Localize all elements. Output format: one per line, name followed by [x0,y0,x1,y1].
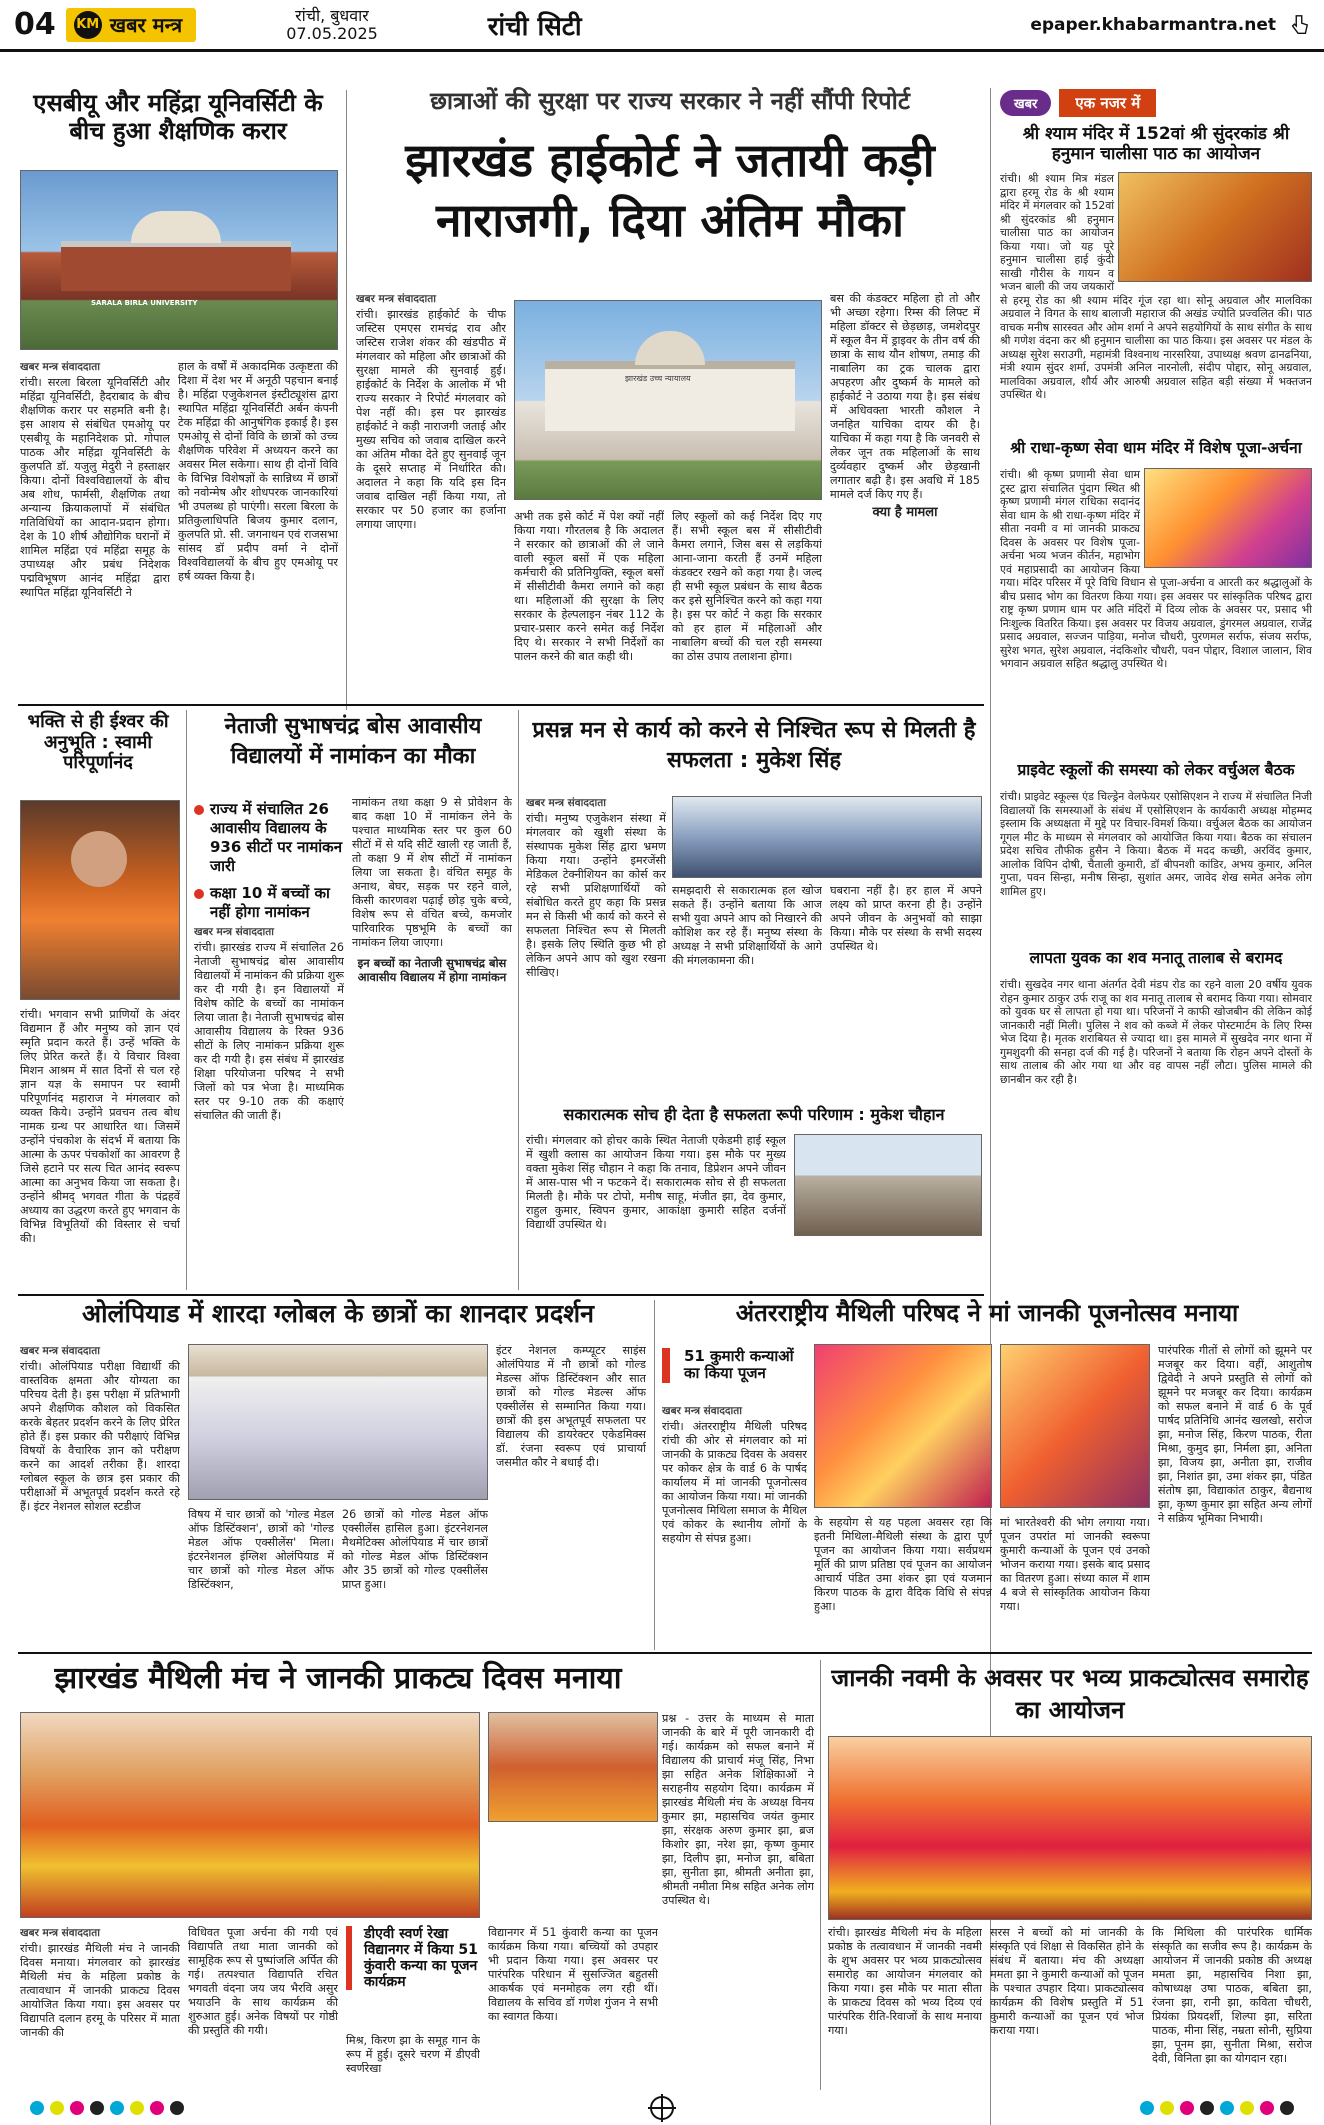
issue-date: 07.05.2025 [286,23,378,43]
row-rule-2 [18,1294,984,1296]
photo-olympiad-group [188,1344,488,1500]
headline-shyam: श्री श्याम मंदिर में 152वां श्री सुंदरकांड श्री हनुमान चालीसा पाठ का आयोजन [1022,124,1290,164]
subhead-hc: क्या है मामला [872,505,938,520]
headline-janaki-navami: जानकी नवमी के अवसर पर भव्य प्राकट्योत्सव समारोह का आयोजन [831,1664,1309,1724]
row-rule-1 [18,704,984,706]
column-divider [820,1660,821,2090]
body-jn-text1: रांची। झारखंड मैथिली मंच के महिला प्रकोष्ठ के तत्वावधान में जानकी नवमी के शुभ अवसर पर भव्य प्राकट्योत्सव समारोह का आयोजन मंगलवार को किया गया। इस मौके पर माता सीता के प्राकट्य दिवस को भव्य दिव्य एवं पारंपरिक रीति-रिवाजों के साथ मनाया गया। [828,1926,982,2037]
subhead-jm-dav: डीएवी स्वर्ण रेखा विद्यानगर में किया 51 कुंवारी कन्या का पूजन कार्यक्रम [346,1926,480,1990]
registration-dot [1140,2101,1154,2115]
body-bhakti [20,1008,180,1288]
photo-janaki-navami [828,1736,1312,1920]
body-olympiad-text3: 26 छात्रों को गोल्ड मेडल ऑफ एक्सीलेंस हासिल हुआ। इंटरनेशनल मैथमेटिक्स ओलंपियाड में चार छात्रों को गोल्ड मेडल ऑफ डिस्टिंक्शन और 35 छात्रों को गोल्ड एक्सीलेंस प्राप्त हुआ। [342,1508,488,1591]
registration-dot [1200,2101,1214,2115]
registration-dot [1180,2101,1194,2115]
body-mukesh-col3 [830,884,982,1096]
headline-chauhan: सकारात्मक सोच ही देता है सफलता रूपी परिणाम : मुकेश चौहान [563,1105,945,1124]
body-bhakti-text: रांची। भगवान सभी प्राणियों के अंदर विद्यमान हैं और मनुष्य को ज्ञान एवं स्मृति प्रदान करते हैं। उन्हें भक्ति के लिए प्रेरित करते हैं। ये विचार विश्वा मिशन आश्रम में सात दिनों से चल रहे ज्ञान यज्ञ के समापन पर स्वामी परिपूर्णानंद महाराज ने मंगलवार को व्यक्त किये। उन्होंने प्रवचन तत्व बोध नामक ग्रन्थ पर आधारित था। जिसमें उन्होंने पंचकोश के संदर्भ में बताया कि आत्मा के ऊपर पंचकोशों का आवरण है जिसे हटाने पर सत्य चित आनंद स्वरूप आत्मा का अनुभव किया जा सकता है। उन्होंने श्रीमद् भगवत गीता के पंद्रहवें अध्याय का उद्धरण करते हुए भगवान के विभिन्न विभूतियों की विस्तार से चर्चा की। [20,1008,180,1245]
photo-dav-kanya [488,1712,658,1822]
subhead-maithili-parishad: 51 कुमारी कन्याओं का किया पूजन [662,1348,807,1383]
body-mukesh-text2: समझदारी से सकारात्मक हल खोज सकते हैं। उन्होंने बताया कि आज सभी युवा अपने आप को निखारने की कोशिश कर रहे हैं। मनुष्य संस्था के अध्यक्ष ने सभी प्रशिक्षार्थियों के आगे की मंगलकामना की। [672,884,822,967]
netaji-highlights [194,800,344,930]
body-jn-col1 [828,1926,982,2086]
column-divider [518,710,519,1290]
body-mukesh-text3: घबराना नहीं है। हर हाल में अपने लक्ष्य को प्राप्त करना ही है। उन्होंने अपने जीवन के अनुभवों को साझा किया। मौके पर संस्था के सभी सदस्य उपस्थित थे। [830,884,982,953]
brief-label: एक नजर में [1059,89,1156,117]
registration-crosshair-icon [650,2096,674,2120]
photo-janaki-puja [814,1344,992,1508]
headline-sbu: एसबीयू और महिंद्रा यूनिवर्सिटी के बीच हुआ शैक्षणिक करार [33,89,323,145]
photo-kanya-puja [1000,1344,1150,1508]
photo-sbu-building [20,170,338,350]
body-mukesh-col2 [672,884,822,1096]
registration-dot [1280,2101,1294,2115]
body-jm-text3: मिश्र, किरण झा के समूह गान के रूप में हुई। दूसरे चरण में डीएवी स्वर्णरेखा [346,2034,480,2075]
body-sbu-col1 [20,360,170,692]
registration-dot [170,2101,184,2115]
body-jm-col1 [20,1926,180,2086]
epaper-url[interactable]: epaper.khabarmantra.net [1030,14,1276,35]
registration-dot [90,2101,104,2115]
body-olympiad-text1: रांची। ओलंपियाड परीक्षा विद्यार्थी की वास्तविक क्षमता और योग्यता का परिचय देती है। इस परीक्षा में प्रतिभागी अपने शैक्षणिक कौशल को विकसित करके बेहतर प्रदर्शन करने के लिए प्रेरित होते हैं। इस प्रकार की परीक्षाएं विभिन्न विषयों के वैचारिक ज्ञान को परीक्षण करने का आदर्श तरीका हैं। शारदा ग्लोबल स्कूल के छात्र इस प्रकार की परीक्षाओं में अभूतपूर्व प्रदर्शन करते रहे हैं। इंटर नेशनल सोशल स्टडीज [20,1360,180,1513]
headline-radha: श्री राधा-कृष्ण सेवा धाम मंदिर में विशेष पूजा-अर्चना [1010,439,1302,457]
headline-jharkhand-maithili: झारखंड मैथिली मंच ने जानकी प्राकट्य दिवस मनाया [54,1661,622,1696]
body-hc-text1: रांची। झारखंड हाईकोर्ट के चीफ जस्टिस एमएस रामचंद्र राव और जस्टिस राजेश शंकर की खंडपीठ में मंगलवार को महिला और छात्राओं की सुरक्षा मामले की सुनवाई हुई। हाईकोर्ट के निर्देश के आलोक में भी राज्य सरकार ने रिपोर्ट मंगलवार को पेश नहीं की। इस पर झारखंड हाईकोर्ट ने कड़ी नाराजगी जताई और मुख्य सचिव को जवाब दाखिल करने का अंतिम मौका देते हुए सुनवाई जून के दूसरे सप्ताह में निर्धारित की। अदालत ने कहा कि यदि इस दिन जवाब दाखिल नहीं किया गया, तो सरकार पर 50 हजार का हर्जाना लगाया जाएगा। [356,308,506,531]
color-dots-left [30,2101,184,2115]
masthead [0,0,1324,52]
body-mp-text4: पारंपरिक गीतों से लोगों को झूमने पर मजबूर कर दिया। वहीं, आशुतोष द्विवेदी ने अपने प्रस्तुति से लोगों को झूमने पर मजबूर कर दिया। कार्यक्रम को सफल बनाने में वार्ड 6 के पूर्व पार्षद प्रतिनिधि आनंद खलखो, सरोज झा, मनोज सिंह, किरण पाठक, रीता मिश्रा, कुमुद झा, निर्मला झा, अनिता झा, विजय झा, अनीता झा, राजीव झा, निशांत झा, उमा शंकर झा, पंडित संतोष झा, विद्याकांत ठाकुर, बैद्यनाथ झा, कृष्ण कुमार झा सहित अन्य लोगों ने सक्रिय भूमिका निभायी। [1158,1344,1312,1525]
body-jn-col2 [990,1926,1144,2086]
body-olympiad-text4: इंटर नेशनल कम्प्यूटर साइंस ओलंपियाड में नौ छात्रों को गोल्ड मेडल्स ऑफ डिस्टिंक्शन और सात छात्रों को गोल्ड मेडल्स ऑफ एक्सीलेंस से सम्मानित किया गया। छात्रों की इस अभूतपूर्व सफलता पर विद्यालय की डायरेक्टर एकेडमिक्स डॉ. रंजना स्वरूप एवं प्राचार्या जसमीत कौर ने बधाई दी। [496,1344,646,1469]
body-netaji-col2 [352,796,512,1286]
registration-dot [150,2101,164,2115]
headline-bhakti: भक्ति से ही ईश्वर की अनुभूति : स्वामी परिपूर्णानंद [27,711,169,774]
brand-logo-icon: KM [74,11,102,39]
body-mukesh-col1 [526,796,666,1096]
row-rule-3 [18,1652,1312,1654]
body-olympiad-col1 [20,1344,180,1644]
body-radha-text: रांची। श्री कृष्ण प्रणामी सेवा धाम ट्रस्ट द्वारा संचालित पुंदाग स्थित श्री कृष्ण प्रणामी मंगल राधिका सदानंद सेवा धाम के श्री राधा-कृष्ण मंदिर में सीता नवमी व मां जानकी प्राकट्य दिवस के अवसर पर विशेष पूजा-अर्चना भव्य भजन कीर्तन, महाभोग एवं महाप्रसादी का आयोजन किया गया। मंदिर परिसर में पूरे विधि विधान से पूजा-अर्चना व आरती कर श्रद्धालुओं के बीच प्रसाद भोग का वितरण किया गया। इस अवसर पर सांस्कृतिक परिषद द्वारा राष्ट्र कृष्ण प्रणाम धाम पर अति मंदिरों में दिव्य लोक के अवसर पर, प्रसाद भी निःशुल्क वितरित किया। इस अवसर पर विजय अग्रवाल, डुंगरमल अग्रवाल, राजेंद्र प्रसाद अग्रवाल, सज्जन पाड़िया, मनोज चौधरी, पुरणमल सर्राफ, संजय सर्राफ, सुरेश भगत, सुरेश अग्रवाल, नंदकिशोर चौधरी, पवन पोद्दार, विशाल जालान, शिव भगवान अग्रवाल सहित श्रद्धालु उपस्थित थे। [1000,468,1312,670]
subhead-netaji: इन बच्चों का नेताजी सुभाषचंद्र बोस आवासीय विद्यालय में होगा नामांकन [357,956,507,984]
photo-maithili-women [20,1712,480,1918]
byline-sbu: खबर मन्त्र संवाददाता [20,361,100,373]
body-jm-col5 [662,1712,814,2086]
body-shyam [1000,172,1312,434]
photo-highcourt [514,300,822,500]
byline-mp: खबर मन्त्र संवाददाता [662,1405,742,1417]
body-jn-text3: कि मिथिला की पारंपरिक धार्मिक संस्कृति का सजीव रूप है। कार्यक्रम के आयोजन में जानकी प्रकोष्ठ की अध्यक्ष ममता झा, महासचिव निशा झा, कोषाध्यक्ष उषा पाठक, बबिता झा, रंजना झा, रानी झा, कविता चौधरी, प्रियंका प्रियदर्शी, शिल्पा झा, सरिता पाठक, मीना सिंह, नम्रता सोनी, सुप्रिया झा, पूनम झा, सुनीता मिश्रा, सरोज देवी, विनिता झा का योगदान रहा। [1152,1926,1312,2065]
body-private-school [1000,790,1312,942]
city-day: रांची, बुधवार [295,5,369,25]
body-jm-text2: विधिवत पूजा अर्चना की गयी एवं विद्यापति तथा माता जानकी को सामूहिक रूप से पुष्पांजलि अर्पित की गई। तत्पश्चात विद्यापति रचित भगवती वंदना जय जय भैरवि असुर भयाउनि के साथ कार्यक्रम की शुरुआत हुई। अनेक विषयों पर गोष्ठी की प्रस्तुति की गयी। [188,1926,338,2037]
body-jm-col4 [488,1926,658,2086]
page-number: 04 [14,7,56,42]
photo-sbu-caption: SARALA BIRLA UNIVERSITY [91,299,198,307]
body-mp-text1: रांची। अंतरराष्ट्रीय मैथिली परिषद रांची की ओर से मंगलवार को मां जानकी के प्राकट्य दिवस के अवसर पर कोकर क्षेत्र के वार्ड 6 के पार्षद कार्यालय में मां जानकी पूजनोत्सव का आयोजन किया गया। मां जानकी पूजनोत्सव मिथिला समाज के मैथिल एवं कोकर के स्थानीय लोगों के सहयोग से संपन्न हुआ। [662,1420,807,1545]
section-name: रांची सिटी [487,11,582,42]
headline-olympiad: ओलंपियाड में शारदा ग्लोबल के छात्रों का शानदार प्रदर्शन [81,1299,595,1328]
body-mp-col4 [1158,1344,1312,1644]
body-netaji-text2: नामांकन तथा कक्षा 9 से प्रोवेशन के बाद कक्षा 10 में नामांकन लेने के पश्चात माध्यमिक स्तर पर कुल 60 सीटों में से यदि सीटें खाली रह जाती हैं, तो कक्षा 9 में शेष सीटों में नामांकन लिया जा सकता है। वंचित समूह के अनाथ, बेघर, सड़क पर रहने वाले, किसी कारणवश पढ़ाई छोड़ चुके बच्चे, विशेष रूप से वंचित बच्चे, कमजोर पारिवारिक पृष्ठभूमि के बच्चों का नामांकन लिया जाएगा। [352,796,512,949]
column-divider [654,1300,655,1650]
body-olympiad-col4 [496,1344,646,1644]
registration-dot [1260,2101,1274,2115]
registration-dot [30,2101,44,2115]
body-hc-col2 [514,510,664,692]
body-sbu-text1: रांची। सरला बिरला यूनिवर्सिटी और महिंद्रा यूनिवर्सिटी, हैदराबाद के बीच शैक्षणिक करार पर सहमति बनी है। इस आशय से संबंधित एमओयू पर एसबीयू के महानिदेशक प्रो. गोपाल पाठक और महिंद्रा यूनिवर्सिटी के कुलपति डॉ. यजुलु मेदुरी ने हस्ताक्षर किया। दोनों विश्वविद्यालयों के बीच अब शोध, फार्मसी, शैक्षणिक तथा अन्यान्य क्रियाकलापों में संबंधित गतिविधियों का आदान-प्रदान होगा। देश के 10 शीर्ष औद्योगिक घरानों में शामिल महिंद्रा एवं महिंद्रा समूह के उपाध्यक्ष और प्रबंध निदेशक पद्मविभूषण आनंद महिंद्रा द्वारा स्थापित महिंद्रा यूनिवर्सिटी ने [20,376,170,599]
body-chauhan-text: रांची। मंगलवार को होचर काके स्थित नेताजी एकेडमी हाई स्कूल में खुशी क्लास का आयोजन किया गया। इस मौके पर मुख्य वक्ता मुकेश सिंह चौहान ने कहा कि तनाव, डिप्रेशन अपने जीवन में आस-पास भी न फटकने दें। सकारात्मक सोच से ही सफलता मिलती है। मौके पर टोपो, मनीष साहू, मंजीत झा, देव कुमार, राहुल कुमार, स्विपन कुमार, आकांक्षा कुमारी सहित दर्जनों विद्यार्थी उपस्थित थे। [526,1134,786,1231]
registration-dot [110,2101,124,2115]
headline-lapata: लापता युवक का शव मनातू तालाब से बरामद [1029,949,1283,967]
body-shyam-text: रांची। श्री श्याम मित्र मंडल द्वारा हरमू रोड के श्री श्याम मंदिर में मंगलवार को 152वां श्री सुंदरकांड श्री हनुमान चालीसा पाठ का आयोजन किया गया। जो यह पूरे हनुमान चालीसा हाई कुंदी साखी गौरीस के गायन व भजन बाली की जय जयकारों से हरमू रोड का श्री श्याम मंदिर गूंज रहा था। सोनू अग्रवाल और मालविका अग्रवाल ने विगत के साथ बालाजी महाराज की अखंड ज्योति प्रज्वलित की। पाठ वाचक मनीष सारस्वत और ओम शर्मा ने अपने सहयोगियों के साथ संगीत के साथ श्री गणेश वंदना कर श्री हनुमान चालीसा का पाठ किया। इस अवसर पर मंडल के अध्यक्ष सुरेश सराउगी, महामंत्री विश्वनाथ नारसरिया, उपाध्यक्ष श्रवण ढानढनिया, मंत्री श्याम सुंदर शर्मा, उपमंत्री अनिल नारनोली, संदीप पोद्दार, सोनू अग्रवाल, मालविका अग्रवाल, शौर्य और आरुषी अग्रवाल सहित बड़ी संख्या में भक्तजन उपस्थित थे। [1000,172,1312,401]
body-radha [1000,468,1312,756]
body-netaji-col1 [194,925,344,1285]
body-jn-text2: सरस ने बच्चों को मां जानकी के संस्कृति एवं शिक्षा से विकसित होने के संबंध में बताया। मंच की अध्यक्षा ममता झा ने कुमारी कन्याओं को पूजन के पश्चात उपहार दिया। प्राकट्योत्सव कार्यक्रम की विशेष प्रस्तुति में 51 कुमारी कन्याओं का पूजन एवं भोज कराया गया। [990,1926,1144,2037]
byline-netaji: खबर मन्त्र संवाददाता [194,926,274,938]
photo-swami [20,800,180,1000]
registration-dot [1160,2101,1174,2115]
body-chauhan [526,1134,786,1286]
column-divider [186,710,187,1290]
body-hc-text4: बस की कंडक्टर महिला हो तो और भी अच्छा रहेगा। रिम्स की लिफ्ट में महिला डॉक्टर से छेड़छाड़, जमशेदपुर में स्कूल वैन में ड्राइवर के तीन वर्ष की छात्रा के साथ यौन शोषण, तमाड़ की नाबालिग का ट्रक चालक द्वारा अपहरण और दुष्कर्म के मामले को हाईकोर्ट ने उठाया गया है। इस संबंध में अधिवक्ता भारती कौशल ने जनहित याचिका दायर की है। याचिका में कहा गया है कि जनवरी से लेकर जून तक महिलाओं के साथ दुर्व्यवहार दुष्कर्म और छेड़खानी लगातार बढ़ी है। इस अवधि में 185 मामले दर्ज किए गए हैं। [830,292,980,501]
photo-chauhan-assembly [794,1134,982,1236]
body-hc-text3: लिए स्कूलों को कई निर्देश दिए गए हैं। सभी स्कूल बस में सीसीटीवी कैमरा लगाने, जिस बस से लड़कियां आना-जाना करती हैं उनमें महिला कंडक्टर रखने को कहा गया है। जल्द ही सभी स्कूल प्रबंधन के साथ बैठक कर इसे सुनिश्चित करने को कहा गया है। इस पर कोर्ट ने कहा कि सरकार को हर हाल में महिलाओं और नाबालिग बच्चों की चल रही समस्या का ठोस उपाय तलाशना होगा। [672,510,822,663]
body-olympiad-col2 [188,1508,334,1644]
headline-highcourt: झारखंड हाईकोर्ट ने जतायी कड़ी नाराजगी, दिया अंतिम मौका [405,133,935,247]
brand-name: खबर मन्त्र [109,13,183,37]
body-lapata [1000,978,1312,1276]
body-hc-col3 [672,510,822,692]
netaji-highlight: कक्षा 10 में बच्चों का नहीं होगा नामांकन [194,884,344,922]
body-private-school-text: रांची। प्राइवेट स्कूल्स एंड चिल्ड्रेन वेलफेयर एसोसिएशन ने राज्य में संचालित निजी विद्यालयों कि समस्याओं के संबंध में एसोसिएशन के कार्यकारी अध्यक्ष मोहम्मद इस्लाम कि अध्यक्षता में मुद्दे पर विचार-विमर्श किया। वर्चुअल बैठक का आयोजन गूगल मीट के माध्यम से मंगलवार को आयोजित किया गया। बैठक का संचालन प्रदेश सचिव तौफीक हुसैन ने किया। बैठक में मदद कच्छी, अरविंद कुमार, आलोक विपिन दोषी, चैताली कुमारी, डॉ बीपनशी कांडिर, अभय कुमार, अनिल गुप्ता, पवन सिन्हा, मनीष सिन्हा, सुशांत अमर, जावेद शेख समेत अनेक लोग शामिल हुए। [1000,790,1312,898]
headline-mukesh: प्रसन्न मन से कार्य को करने से निश्चित रूप से मिलती है सफलता : मुकेश सिंह [532,718,976,773]
brief-header [1000,88,1312,118]
body-mp-text3: मां भारतेश्वरी की भोग लगाया गया। पूजन उपरांत मां जानकी स्वरूपा कुमारी कन्याओं के पूजन एवं उनको भोजन कराया गया। इसके बाद प्रसाद का वितरण हुआ। संध्या काल में शाम 4 बजे से सांस्कृतिक आयोजन किया गया। [1000,1516,1150,1613]
column-divider [346,90,347,710]
body-jm-text5: प्रश्न - उत्तर के माध्यम से माता जानकी के बारे में पूरी जानकारी दी गई। कार्यक्रम को सफल बनाने में विद्यालय की प्राचार्य मंजू सिंह, निभा झा सहित अनेक शिक्षिकाओं ने सराहनीय सहयोग दिया। कार्यक्रम में झारखंड मैथिली मंच के अध्यक्ष विनय कुमार झा, महासचिव जयंत कुमार झा, संरक्षक अरुण कुमार झा, ब्रज किशोर झा, नरेश झा, कृष्ण कुमार झा, दिलीप झा, मनोज झा, बबिता झा, सुनीता झा, श्रीमती अनीता झा, श्रीमती नमीता मिश्र सहित अनेक लोग उपस्थित थे। [662,1712,814,1907]
body-jm-col2 [188,1926,338,2086]
brief-logo: खबर [1000,90,1051,116]
photo-highcourt-caption: झारखंड उच्च न्यायालय [625,374,691,383]
dateline [286,7,378,43]
registration-dot [50,2101,64,2115]
print-registration-strip [0,2090,1324,2125]
body-mp-col3 [1000,1516,1150,1644]
byline-olympiad: खबर मन्त्र संवाददाता [20,1345,100,1357]
body-jm-col3 [346,2034,480,2086]
byline-hc: खबर मन्त्र संवाददाता [356,293,436,305]
headline-private-school: प्राइवेट स्कूलों की समस्या को लेकर वर्चुअल बैठक [1017,761,1295,779]
color-dots-right [1140,2101,1294,2115]
body-hc-col4 [830,292,980,692]
body-olympiad-col3 [342,1508,488,1644]
registration-dot [70,2101,84,2115]
netaji-highlight: राज्य में संचालित 26 आवासीय विद्यालय के 936 सीटों पर नामांकन जारी [194,800,344,876]
kicker-highcourt: छात्राओं की सुरक्षा पर राज्य सरकार ने नहीं सौंपी रिपोर्ट [430,87,910,115]
body-mp-text2: के सहयोग से यह पहला अवसर रहा कि इतनी मिथिला-मैथिली संस्था के द्वारा पूर्ण पूजन का आयोजन किया गया। सर्वप्रथम मूर्ति की प्राण प्रतिष्ठा एवं पूजन का आयोजन आचार्य पंडित उमा शंकर झा एवं यजमान किरण पाठक के द्वारा वैदिक विधि से संपन्न हुआ। [814,1516,992,1613]
registration-dot [1220,2101,1234,2115]
registration-dot [1240,2101,1254,2115]
body-mukesh-text1: रांची। मनुष्य एजुकेशन संस्था में मंगलवार को खुशी संस्था के संस्थापक मुकेश सिंह द्वारा भ्रमण किया गया। उन्होंने इमरजेंसी मेडिकल टेक्नीशियन का कोर्स कर रहे सभी प्रशिक्षणार्थियों को संबोधित करते हुए कहा कि प्रसन्न मन से किसी भी कार्य को करने से सफलता निश्चित रूप से मिलती है। इसके लिए स्थिति कुछ भी हो लेकिन अपने आप को खुश रखना सीखिए। [526,812,666,979]
hand-cursor-icon [1288,14,1310,36]
headline-maithili-parishad: अंतरराष्ट्रीय मैथिली परिषद ने मां जानकी पूजनोत्सव मनाया [735,1299,1239,1327]
byline-jm: खबर मन्त्र संवाददाता [20,1927,100,1939]
body-jn-col3 [1152,1926,1312,2086]
registration-dot [130,2101,144,2115]
body-olympiad-text2: विषय में चार छात्रों को 'गोल्ड मेडल ऑफ डिस्टिंक्शन', छात्रों को 'गोल्ड मेडल ऑफ एक्सीलेंस' मिला। इंटरनेशनल इंग्लिश ओलंपियाड में चार छात्रों को गोल्ड मेडल ऑफ डिस्टिंक्शन, [188,1508,334,1591]
body-sbu-col2 [178,360,338,692]
headline-netaji: नेताजी सुभाषचंद्र बोस आवासीय विद्यालयों में नामांकन का मौका [224,714,482,769]
body-jm-text1: रांची। झारखंड मैथिली मंच ने जानकी दिवस मनाया। मंगलवार को झारखंड मैथिली मंच के महिला प्रकोष्ठ के तत्वावधान में जानकी प्राकट्य दिवस आयोजित किया गया। इस अवसर पर विद्यापति दलान हरमू के परिसर में माता जानकी की [20,1942,180,2039]
photo-mukesh-students [672,796,982,878]
body-hc-text2: अभी तक इसे कोर्ट में पेश क्यों नहीं किया गया। गौरतलब है कि अदालत ने सरकार को छात्राओं की ले जाने वाली स्कूल बसों में एक महिला कर्मचारी की प्रतिनियुक्ति, स्कूल बसों में सीसीटीवी कैमरा लगाने को कहा था। महिलाओं की सुरक्षा के लिए सरकार के हेल्पलाइन नंबर 112 के प्रचार-प्रसार करने समेत कई निर्देश दिए थे। सरकार ने सभी निर्देशों का पालन करने की बात कही थी। [514,510,664,663]
body-jm-text4: विद्यानगर में 51 कुंवारी कन्या का पूजन कार्यक्रम किया गया। बच्चियों को उपहार भी प्रदान किया गया। इस अवसर पर पारंपरिक परिधान में सुसज्जित बहुतसी आकर्षक एवं मनमोहक लग रही थीं। विद्यालय के सचिव डॉ गणेश गुंजन ने सभी का स्वागत किया। [488,1926,658,2023]
body-hc-col1 [356,292,506,692]
brand-logo-box[interactable] [66,8,196,42]
body-netaji-text1: रांची। झारखंड राज्य में संचालित 26 नेताजी सुभाषचंद्र बोस आवासीय विद्यालयों में नामांकन की प्रक्रिया शुरू कर दी गयी है। इन विद्यालयों में विशेष कोटि के बच्चों का नामांकन लिया जाता है। नेताजी सुभाषचंद्र बोस आवासीय विद्यालय के रिक्त 936 सीटों के लिए नामांकन प्रक्रिया शुरू कर दी गयी है। इस संबंध में झारखंड शिक्षा परियोजना परिषद ने सभी जिलों को पत्र भेजा है। माध्यमिक स्तर पर 9-10 तक की कक्षाएं संचालित की जाती हैं। [194,941,344,1122]
body-mp-col2 [814,1516,992,1644]
body-sbu-text2: हाल के वर्षों में अकादमिक उत्कृष्टता की दिशा में देश भर में अनूठी पहचान बनाई है। महिंद्रा एजुकेशनल इंस्टीट्यूशंस द्वारा स्थापित महिंद्रा यूनिवर्सिटी अर्बन कंपनी टेक महिंद्रा की आनुषंगिक इकाई है। इस एमओयू से दोनों विवि के छात्रों को उच्च शैक्षणिक परिवेश में अध्ययन करने का अवसर मिल सकेगा। साथ ही दोनों विवि के विभिन्न विशेषज्ञों के सान्निध्य में छात्रों को नवोन्मेष और शोधपरक जानकारियां भी उपलब्ध हो पाएंगी। सरला बिरला के प्रतिकुलाधिपति बिजय कुमार दलान, कुलपति प्रो. सी. जगनाथन एवं राजसभा सांसद डॉ प्रदीप वर्मा ने दोनों विश्वविद्यालयों के बीच हुए एमओयू पर हर्ष व्यक्त किया है। [178,360,338,583]
body-mp-col1 [662,1404,807,1644]
byline-mukesh: खबर मन्त्र संवाददाता [526,797,606,809]
body-lapata-text: रांची। सुखदेव नगर थाना अंतर्गत देवी मंडप रोड का रहने वाला 20 वर्षीय युवक रोहन कुमार ठाकुर उर्फ राजू का शव मनातू तालाब से बरामद किया गया। सोमवार को युवक घर से लापता हो गया था। परिजनों ने काफी खोजबीन की लेकिन कोई जानकारी नहीं मिली। पुलिस ने शव को कब्जे में लेकर पोस्टमार्टम के लिए रिम्स भेज दिया है। मृतक शराबियत से ज्यादा था। इस मामले में सुखदेव नगर थाना में गुमशुदगी की सनहा दर्ज की गई है। परिजनों ने बताया कि रोहन अपने दोस्तों के साथ तालाब की ओर गया था और वह वापस नहीं लौटा। पुलिस मामले की छानबीन कर रही है। [1000,978,1312,1086]
